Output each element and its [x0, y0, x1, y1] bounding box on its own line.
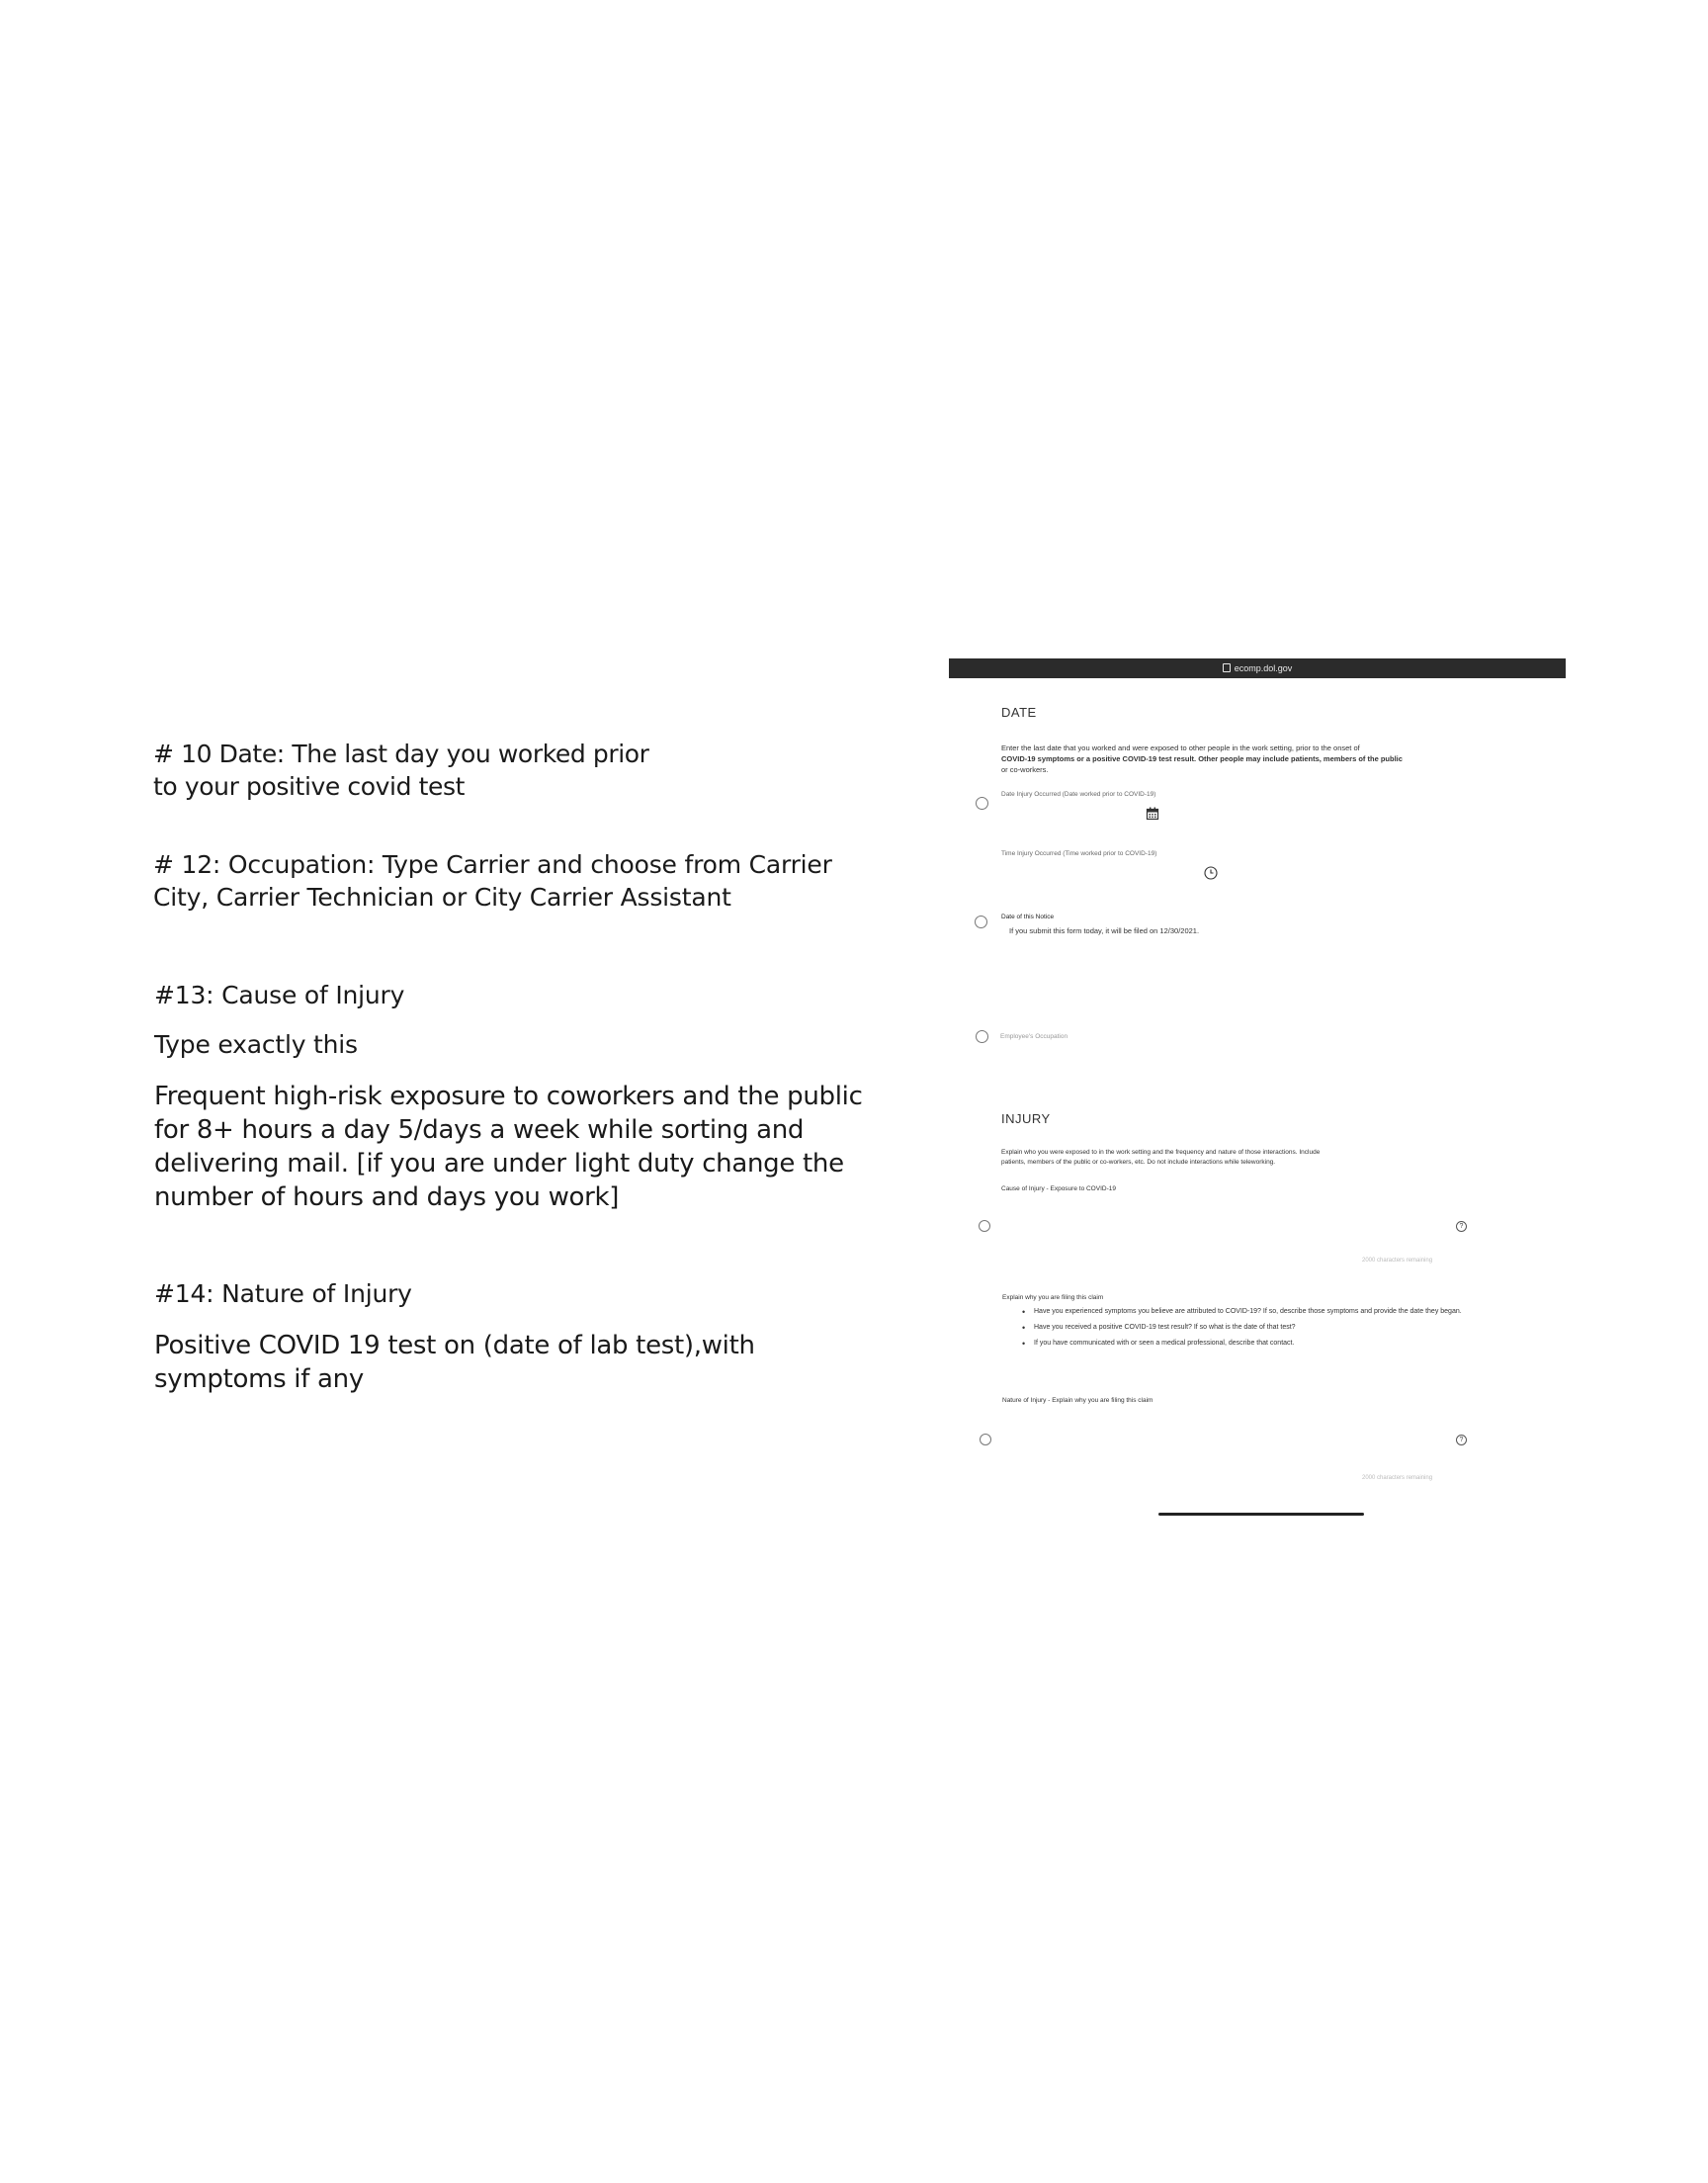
time-injury-label: Time Injury Occurred (Time worked prior to COVID-19): [1001, 850, 1157, 857]
notice-label: Date of this Notice: [1001, 914, 1055, 920]
cause-required-indicator: [979, 1220, 990, 1232]
nature-required-indicator: [980, 1434, 991, 1445]
date-description-line-3: or co-workers.: [1001, 765, 1049, 774]
date-description-line-1: Enter the last date that you worked and were exposed to other people in the work setting, prior to the onset of: [1001, 743, 1360, 752]
bullet-item-3: • If you have communicated with or seen a medical professional, describe that contact.: [1022, 1339, 1536, 1349]
nature-of-injury-label: Nature of Injury - Explain why you are filing this claim: [1002, 1397, 1153, 1404]
cause-of-injury-label: Cause of Injury - Exposure to COVID-19: [1001, 1185, 1116, 1192]
ecomp-form-screenshot: [949, 658, 1566, 1528]
url-text: ecomp.dol.gov: [1234, 663, 1293, 673]
item-14-body-line-2: symptoms if any: [154, 1364, 364, 1394]
item-13-body-line-2: for 8+ hours a day 5/days a week while sorting and: [154, 1115, 805, 1145]
item-10-line-2: to your positive covid test: [153, 772, 466, 801]
lock-icon: [1223, 663, 1231, 672]
cause-chars-remaining: 2000 characters remaining: [1362, 1258, 1433, 1264]
item-13-body-line-1: Frequent high-risk exposure to coworkers and the public: [154, 1082, 863, 1111]
injury-section-title: INJURY: [1001, 1111, 1051, 1126]
bullet-item-1: • Have you experienced symptoms you believe are attributed to COVID-19? If so, describe those symptoms and provide the date they began.: [1022, 1307, 1536, 1317]
occupation-field[interactable]: Employee's Occupation: [1000, 1033, 1068, 1040]
item-14-body-line-1: Positive COVID 19 test on (date of lab test),with: [154, 1331, 755, 1360]
nature-help-icon[interactable]: ?: [1456, 1435, 1467, 1445]
cause-help-icon[interactable]: ?: [1456, 1221, 1467, 1232]
notice-required-indicator: [975, 916, 987, 928]
why-filing-label: Explain why you are filing this claim: [1002, 1294, 1104, 1301]
item-13-body-line-4: number of hours and days you work]: [154, 1182, 620, 1212]
notice-text: If you submit this form today, it will be filed on 12/30/2021.: [1009, 926, 1200, 935]
occupation-required-indicator: [976, 1030, 988, 1043]
item-13-heading: #13: Cause of Injury: [154, 981, 405, 1009]
nature-chars-remaining: 2000 characters remaining: [1362, 1475, 1433, 1481]
injury-description-line-2: patients, members of the public or co-workers, etc. Do not include interactions while teleworking.: [1001, 1159, 1276, 1166]
date-injury-label: Date Injury Occurred (Date worked prior to COVID-19): [1001, 791, 1156, 798]
item-12-line-1: # 12: Occupation: Type Carrier and choose from Carrier: [153, 850, 832, 879]
bullet-item-2: • Have you received a positive COVID-19 test result? If so what is the date of that test?: [1022, 1323, 1536, 1333]
injury-description-line-1: Explain who you were exposed to in the work setting and the frequency and nature of those interactions. Include: [1001, 1149, 1321, 1156]
browser-url-bar[interactable]: [949, 658, 1566, 678]
home-indicator-bar: [1158, 1513, 1364, 1516]
item-14-heading: #14: Nature of Injury: [154, 1279, 412, 1308]
item-13-subheading: Type exactly this: [154, 1030, 358, 1059]
date-section-title: DATE: [1001, 705, 1037, 720]
clock-icon[interactable]: [1204, 866, 1218, 880]
item-12-line-2: City, Carrier Technician or City Carrier Assistant: [153, 883, 731, 912]
date-injury-required-indicator: [976, 797, 988, 810]
date-description-line-2: COVID-19 symptoms or a positive COVID-19 test result. Other people may include patients, members of the public: [1001, 754, 1403, 763]
item-13-body-line-3: delivering mail. [if you are under light duty change the: [154, 1149, 844, 1179]
calendar-icon[interactable]: [1146, 807, 1159, 821]
item-10-line-1: # 10 Date: The last day you worked prior: [153, 740, 649, 768]
why-filing-bullet-list: [1022, 1307, 1536, 1354]
